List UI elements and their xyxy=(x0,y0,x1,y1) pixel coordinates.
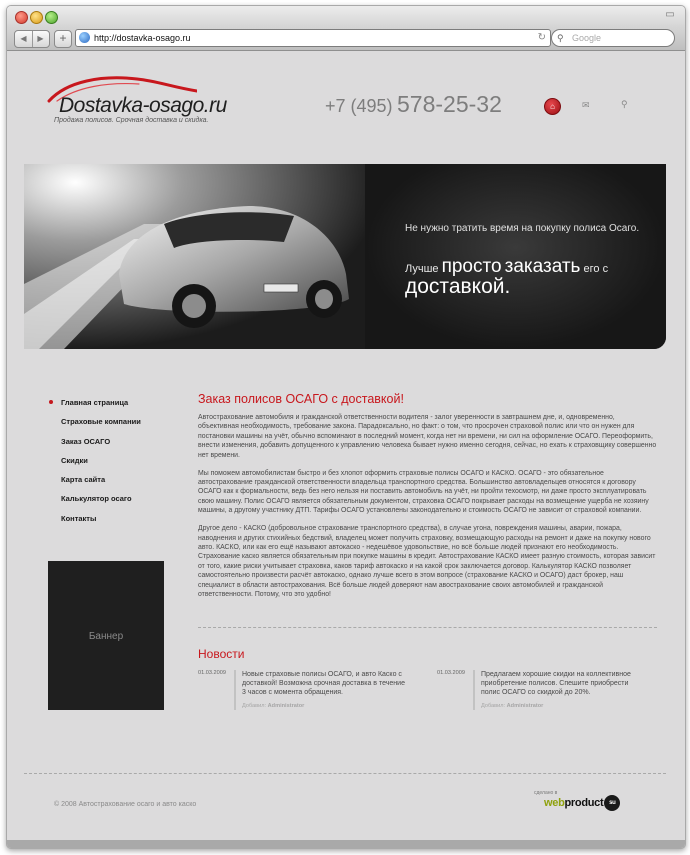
nav-item-sitemap[interactable]: Карта сайта xyxy=(61,475,106,485)
site-tagline: Продажа полисов. Срочная доставка и скидка. xyxy=(54,117,209,124)
reload-icon[interactable]: ↻ xyxy=(537,32,546,43)
minimize-window-button[interactable] xyxy=(30,11,43,24)
nav-buttons xyxy=(14,30,50,48)
banner-word-order: заказать xyxy=(504,256,581,277)
phone-prefix: +7 (495) xyxy=(325,96,393,116)
webproduct-logo[interactable] xyxy=(544,795,620,811)
hero-banner xyxy=(24,164,666,349)
plus-icon[interactable]: + xyxy=(54,30,72,48)
search-icon[interactable]: ⚲ xyxy=(621,99,628,109)
phone-number xyxy=(325,91,502,118)
content-paragraph: Автострахование автомобиля и гражданской ответственности водителя - залог уверенности в завтрашнем дне, и, одновременно, объективная необходимость, требование закона. Парадоксально, но факт: о том, что просрочен страховой полис или что он нужен для постановки машины на учёт, обычно вспоминают в последний момент, когда нет ни времени, ни сил на оформление ОСАГО. Переоформить, внести изменения, добавить допущенного к управлению человека бывает нужно именно сегодня, сейчас, но ехать к страховщику совершенно нет времени. xyxy=(198,414,657,459)
news-divider xyxy=(234,670,236,710)
side-banner[interactable] xyxy=(48,561,164,710)
news-text[interactable]: Новые страховые полисы ОСАГО, и авто Каско с доставкой! Возможна срочная доставка в течение 3 часов с момента обращения. xyxy=(242,671,405,696)
phone-main: 578-25-32 xyxy=(397,91,502,117)
content-divider xyxy=(198,627,657,628)
news-title: Новости xyxy=(198,647,245,661)
footer-copyright: © 2008 Автострахование осаго и авто каско xyxy=(54,801,197,808)
banner-word-better: Лучше xyxy=(405,263,439,275)
news-author-label: Добавил: xyxy=(481,703,506,709)
content-body xyxy=(198,413,657,608)
footer-divider xyxy=(24,773,666,774)
banner-text-line3: доставкой. xyxy=(405,275,511,298)
credit-su-badge: su xyxy=(604,795,620,811)
mail-icon[interactable]: ✉ xyxy=(582,100,590,110)
news-author xyxy=(481,703,543,709)
search-field[interactable] xyxy=(551,29,675,47)
title-bar xyxy=(7,6,685,26)
content-paragraph: Другое дело - КАСКО (добровольное страхование транспортного средства), в случае угона, повреждения машины, аварии, пожара, наводнения и других стихийных бедствий, владелец может получить страховку, возмещающую расходы на ремонт и даже на покупку нового авто. КАСКО, или как его ещё называют автокаско - недешёвое удовольствие, но всё больше людей признают его необходимость. Страхование каско является обязательным при покупке машины в кредит. Автострахование КАСКО имеет разную стоимость, которая зависит от того, какие риски учитывает страховка, каков тариф автокаско и на какой срок заключается договор. Калькулятор КАСКО позволяет самостоятельно произвести расчёт автокаско, однако лучше всего в этом вопросе (страхование КАСКО и ОСАГО) даст брокер, наш специалист в области автострахования. Всё больше людей доверяют нам авострахование своих автомобилей и гражданской ответственности. Потому, что это удобно! xyxy=(198,525,656,599)
side-banner-label: Баннер xyxy=(88,631,124,642)
news-date: 01.03.2009 xyxy=(437,670,465,676)
nav-item-contacts[interactable]: Контакты xyxy=(61,513,97,523)
news-text[interactable]: Предлагаем хорошие скидки на коллективное приобретение полисов. Спешите приобрести полис ОСАГО со скидкой до 20%. xyxy=(481,671,631,696)
toolbar-toggle-icon[interactable]: ▭ xyxy=(665,9,675,20)
nav-item-home[interactable]: Главная страница xyxy=(61,398,141,417)
sidebar-nav xyxy=(61,398,141,533)
nav-item-calculator[interactable]: Калькулятор осаго xyxy=(61,494,132,504)
address-text[interactable]: http://dostavka-osago.ru xyxy=(94,33,191,43)
credit-product: product xyxy=(564,796,604,809)
close-window-button[interactable] xyxy=(15,11,28,24)
home-icon[interactable]: ⌂ xyxy=(544,98,561,115)
browser-window xyxy=(6,5,686,849)
news-divider xyxy=(473,670,475,710)
credit-web: web xyxy=(544,796,565,809)
web-page xyxy=(7,51,685,848)
news-item xyxy=(198,670,410,710)
content-paragraph: Мы поможем автомобилистам быстро и без хлопот оформить страховые полисы ОСАГО и КАСКО. ОСАГО - это обязательное автострахование гражданской ответственности владельца транспортного средства. Большинство автовладельцев относятся к договору ОСАГО как к формальности, ведь без него нельзя ни поставить автомобиль на учёт, ни пройти техосмотр, ни даже просто эксплуатировать свою машину. Полис ОСАГО является обязательным документом, страховка ОСАГО покрывает расходы на возмещение ущерба не хозяину машины, а другому участнику ДТП. Тарифы ОСАГО установлены законодательно и стоимость ОСАГО не зависит от страховой компании. xyxy=(198,469,649,515)
news-date: 01.03.2009 xyxy=(198,670,226,676)
news-author-label: Добавил: xyxy=(242,703,267,709)
news-author-name: Administrator xyxy=(267,703,305,709)
back-arrow-icon[interactable]: ◀ xyxy=(15,31,33,47)
nav-item-insurers[interactable]: Страховые компании xyxy=(61,417,141,427)
zoom-window-button[interactable] xyxy=(45,11,58,24)
forward-arrow-icon[interactable]: ▶ xyxy=(37,34,44,43)
site-logo[interactable]: Dostavka-osago.ru xyxy=(59,94,227,117)
car-photo xyxy=(24,164,365,349)
banner-word-with: его с xyxy=(583,263,609,275)
browser-toolbar xyxy=(7,26,685,51)
credit-made-in: сделано в xyxy=(534,790,558,796)
address-bar[interactable] xyxy=(75,29,551,47)
nav-item-order[interactable]: Заказ ОСАГО xyxy=(61,436,111,446)
content-title: Заказ полисов ОСАГО с доставкой! xyxy=(198,392,404,406)
page-bottom-strip xyxy=(7,840,685,848)
banner-text-line1: Не нужно тратить время на покупку полиса Осаго. xyxy=(405,223,640,234)
globe-icon xyxy=(79,32,90,43)
nav-item-discounts[interactable]: Скидки xyxy=(61,455,88,465)
news-author-name: Administrator xyxy=(506,703,544,709)
search-magnifier-icon: ⚲ xyxy=(557,33,564,43)
news-item xyxy=(437,670,649,710)
news-author xyxy=(242,703,304,709)
banner-word-simply: просто xyxy=(441,256,502,277)
search-placeholder: Google xyxy=(572,33,602,43)
